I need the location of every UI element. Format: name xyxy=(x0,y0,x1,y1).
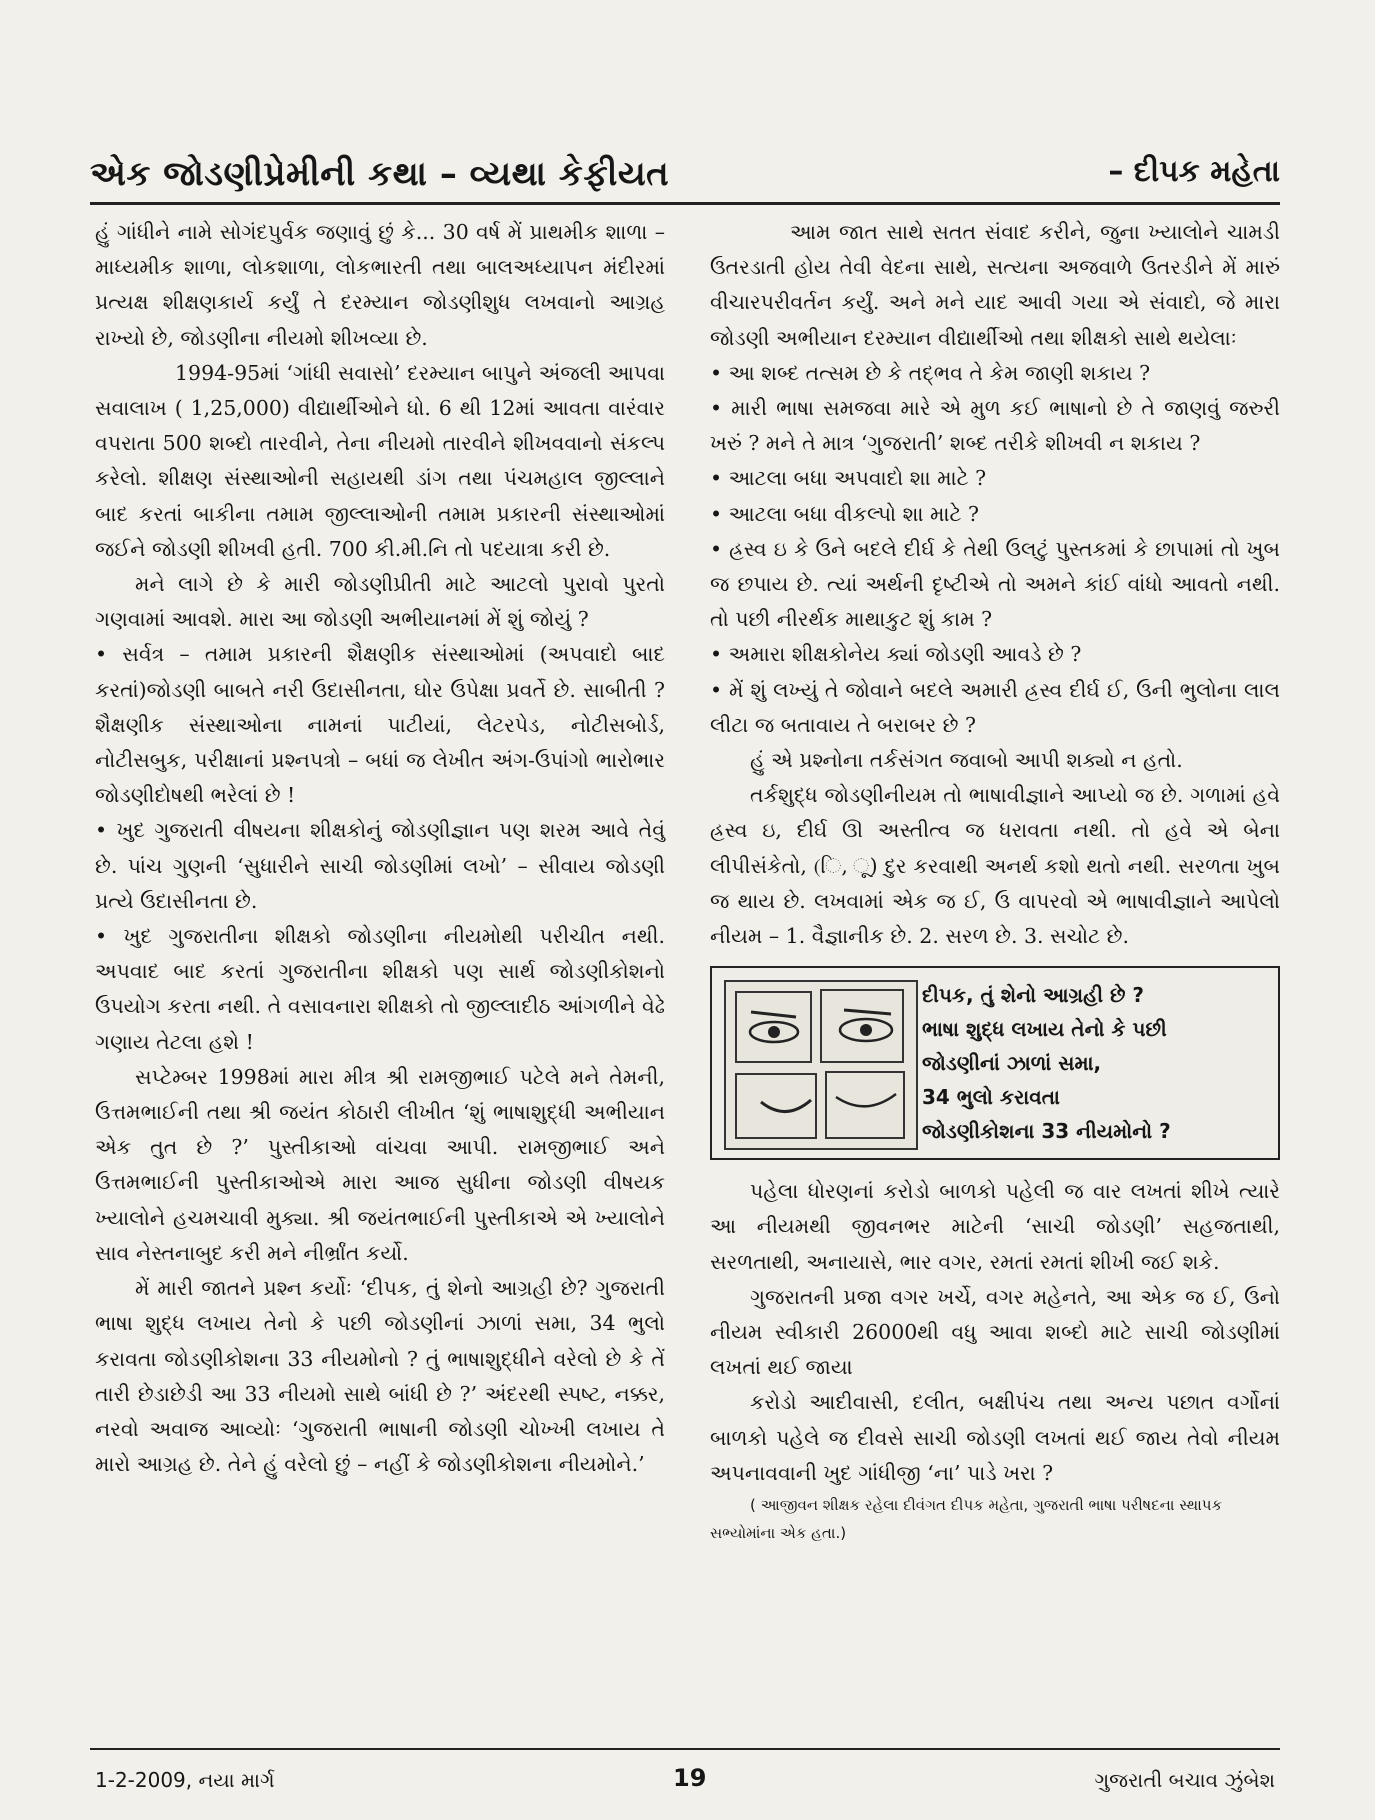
callout-line: દીપક, તું શેનો આગ્રહી છે ? xyxy=(922,983,1145,1008)
illustration-face xyxy=(724,980,918,1150)
question-bullet: • હ્રસ્વ ઇ કે ઉને બદલે દીર્ઘ કે તેથી ઉલટું પુસ્તકમાં કે છાપામાં તો ખુબ જ છપાય છે. ત્યાં અર્થની દૃષ્ટીએ તો અમને કાંઈ વાંધો આવતો નથી. તો પછી નીરર્થક માથાકુટ શું કામ ? xyxy=(710,532,1280,638)
paragraph: હું ગાંધીને નામે સોગંદપુર્વક જણાવું છું કે... 30 વર્ષ મેં પ્રાથમીક શાળા – માધ્યમીક શાળા, લોકશાળા, લોકભારતી તથા બાલઅધ્યાપન મંદીરમાં પ્રત્યક્ષ શીક્ષણકાર્ય કર્યું તે દરમ્યાન જોડણીશુધ લખવાનો આગ્રહ રાખ્યો છે, જોડણીના નીયમો શીખવ્યા છે. xyxy=(95,220,665,350)
paragraph: મેં મારી જાતને પ્રશ્ન કર્યોઃ ‘દીપક, તું શેનો આગ્રહી છે? ગુજરાતી ભાષા શુદ્ધ લખાય તેનો કે પછી જોડણીનાં ઝાળાં સમા, 34 ભુલો કરાવતા જોડણીકોશના 33 નીયમોનો ? તું ભાષાશુદ્ધીને વરેલો છે કે તેં તારી છેડાછેડી આ 33 નીયમો સાથે બાંધી છે ?’ અંદરથી સ્પષ્ટ, નક્કર, નરવો અવાજ આવ્યોઃ ‘ગુજરાતી ભાષાની જોડણી ચોખ્ખી લખાય તે મારો આગ્રહ છે. તેને હું વરેલો છું – નહીં કે જોડણીકોશના નીયમોને.’ xyxy=(95,1276,665,1477)
paragraph: આમ જાત સાથે સતત સંવાદ કરીને, જુના ખ્યાલોને ચામડી ઉતરડાતી હોય તેવી વેદના સાથે, સત્યના અજવાળે ઉતરડીને મેં મારું વીચારપરીવર્તન કર્યું. અને મને યાદ આવી ગયા એ સંવાદો, જે મારા જોડણી અભીયાન દરમ્યાન વીદ્યાર્થીઓ તથા શીક્ષકો સાથે થયેલાઃ xyxy=(710,220,1280,350)
footer-campaign: ગુજરાતી બચાવ ઝુંબેશ xyxy=(1094,1768,1275,1792)
right-column xyxy=(710,215,1280,1547)
page-number: 19 xyxy=(673,1764,707,1792)
callout-box xyxy=(710,966,1280,1160)
paragraph: ગુજરાતની પ્રજા વગર ખર્ચે, વગર મહેનતે, આ એક જ ઈ, ઉનો નીયમ સ્વીકારી 26000થી વધુ આવા શબ્દો માટે સાચી જોડણીમાં લખતાં થઈ જાય। xyxy=(710,1284,1280,1380)
paragraph: મને લાગે છે કે મારી જોડણીપ્રીતી માટે આટલો પુરાવો પુરતો ગણવામાં આવશે. મારા આ જોડણી અભીયાનમાં મેં શું જોયું ? xyxy=(95,572,665,632)
paragraph: પહેલા ધોરણનાં કરોડો બાળકો પહેલી જ વાર લખતાં શીખે ત્યારે આ નીયમથી જીવનભર માટેની ‘સાચી જોડણી’ સહજતાથી, સરળતાથી, અનાયાસે, ભાર વગર, રમતાં રમતાં શીખી જઈ શકે. xyxy=(710,1179,1280,1274)
paragraph: 1994-95માં ‘ગાંધી સવાસો’ દરમ્યાન બાપુને અંજલી આપવા સવાલાખ ( 1,25,000) વીદ્યાર્થીઓને ધો. 6 થી 12માં આવતા વારંવાર વપરાતા 500 શબ્દો તારવીને, તેના નીયમો તારવીને શીખવવાનો સંકલ્પ કરેલો. શીક્ષણ સંસ્થાઓની સહાયથી ડાંગ તથા પંચમહાલ જીલ્લાને બાદ કરતાં બાકીના તમામ જીલ્લાઓની તમામ પ્રકારની સંસ્થાઓમાં જઈને જોડણી શીખવી હતી. 700 કી.મી.નિ તો પદયાત્રા કરી છે. xyxy=(95,360,665,561)
bullet-paragraph: • ખુદ ગુજરાતીના શીક્ષકો જોડણીના નીયમોથી પરીચીત નથી. અપવાદ બાદ કરતાં ગુજરાતીના શીક્ષકો પણ સાર્થ જોડણીકોશનો ઉપયોગ કરતા નથી. તે વસાવનારા શીક્ષકો તો જીલ્લાદીઠ આંગળીને વેઢે ગણાય તેટલા હશે ! xyxy=(95,919,665,1060)
paragraph: સપ્ટેમ્બર 1998માં મારા મીત્ર શ્રી રામજીભાઈ પટેલે મને તેમની, ઉત્તમભાઈની તથા શ્રી જયંત કોઠારી લીખીત ‘શું ભાષાશુદ્ધી અભીયાન એક તુત છે ?’ પુસ્તીકાઓ વાંચવા આપી. રામજીભાઈ અને ઉત્તમભાઈની પુસ્તીકાઓએ મારા આજ સુધીના જોડણી વીષયક ખ્યાલોને હચમચાવી મુક્યા. શ્રી જયંતભાઈની પુસ્તીકાએ એ ખ્યાલોને સાવ નેસ્તનાબુદ કરી મને નીર્ભ્રાંત કર્યો. xyxy=(95,1064,665,1265)
page-footer xyxy=(90,1748,1280,1800)
article-author: – દીપક મહેતા xyxy=(1108,154,1280,189)
paragraph: તર્કશુદ્ધ જોડણીનીયમ તો ભાષાવીજ્ઞાને આપ્યો જ છે. ગળામાં હવે હ્રસ્વ ઇ, દીર્ઘ ઊ અસ્તીત્વ જ ધરાવતા નથી. તો હવે એ બેના લીપીસંકેતો, (િ, ૂ) દુર કરવાથી અનર્થ કશો થતો નથી. સરળતા ખુબ જ થાય છે. લખવામાં એક જ ઈ, ઉ વાપરવો એ ભાષાવીજ્ઞાને આપેલો નીયમ – 1. વૈજ્ઞાનીક છે. 2. સરળ છે. 3. સચોટ છે. xyxy=(710,783,1280,949)
callout-text xyxy=(922,978,1270,1148)
callout-line: જોડણીનાં ઝાળાં સમા, xyxy=(922,1051,1102,1076)
left-column xyxy=(95,215,665,1482)
question-bullet: • અમારા શીક્ષકોનેય ક્યાં જોડણી આવડે છે ? xyxy=(710,637,1280,672)
paragraph: કરોડો આદીવાસી, દલીત, બક્ષીપંચ તથા અન્ય પછાત વર્ગોનાં બાળકો પહેલે જ દીવસે સાચી જોડણી લખતાં થઈ જાય તેવો નીયમ અપનાવવાની ખુદ ગાંધીજી ‘ના’ પાડે ખરા ? xyxy=(710,1390,1280,1485)
question-bullet: • મારી ભાષા સમજવા મારે એ મુળ કઈ ભાષાનો છે તે જાણવું જરુરી ખરું ? મને તે માત્ર ‘ગુજરાતી’ શબ્દ તરીકે શીખવી ન શકાય ? xyxy=(710,391,1280,461)
question-bullet: • આટલા બધા વીકલ્પો શા માટે ? xyxy=(710,497,1280,532)
question-bullet: • આ શબ્દ તત્સમ છે કે તદ્ભવ તે કેમ જાણી શકાય ? xyxy=(710,356,1280,391)
article-title: એક જોડણીપ્રેમીની કથા – વ્યથા કેફીયત xyxy=(90,154,670,194)
paragraph: હું એ પ્રશ્નોના તર્કસંગત જવાબો આપી શક્યો ન હતો. xyxy=(750,748,1183,773)
author-note: ( આજીવન શીક્ષક રહેલા દીવંગત દીપક મહેતા, ગુજરાતી ભાષા પરીષદના સ્થાપક સભ્યોમાંના એક હતા.) xyxy=(710,1496,1223,1543)
bullet-paragraph: • સર્વત્ર – તમામ પ્રકારની શૈક્ષણીક સંસ્થાઓમાં (અપવાદો બાદ કરતાં)જોડણી બાબતે નરી ઉદાસીનતા, ઘોર ઉપેક્ષા પ્રવર્તે છે. સાબીતી ? શૈક્ષણીક સંસ્થાઓના નામનાં પાટીયાં, લેટરપેડ, નોટીસબોર્ડ, નોટીસબુક, પરીક્ષાનાં પ્રશ્નપત્રો – બધાં જ લેખીત અંગ-ઉપાંગો ભારોભાર જોડણીદોષથી ભરેલાં છે ! xyxy=(95,637,665,813)
title-row xyxy=(90,150,1280,205)
question-bullet: • આટલા બધા અપવાદો શા માટે ? xyxy=(710,461,1280,496)
callout-line: ભાષા શુદ્ધ લખાય તેનો કે પછી xyxy=(922,1017,1167,1042)
bullet-paragraph: • ખુદ ગુજરાતી વીષયના શીક્ષકોનું જોડણીજ્ઞાન પણ શરમ આવે તેવું છે. પાંચ ગુણની ‘સુધારીને સાચી જોડણીમાં લખો’ – સીવાય જોડણી પ્રત્યે ઉદાસીનતા છે. xyxy=(95,813,665,919)
question-bullet: • મેં શું લખ્યું તે જોવાને બદલે અમારી હ્રસ્વ દીર્ઘ ઈ, ઉની ભુલોના લાલ લીટા જ બતાવાય તે બરાબર છે ? xyxy=(710,673,1280,743)
callout-line: જોડણીકોશના 33 નીયમોનો ? xyxy=(922,1119,1171,1144)
callout-line: 34 ભુલો કરાવતા xyxy=(922,1085,1060,1110)
footer-date-publication: 1-2-2009, નયા માર્ગ xyxy=(95,1768,275,1792)
face-drawing-icon xyxy=(726,982,916,1148)
